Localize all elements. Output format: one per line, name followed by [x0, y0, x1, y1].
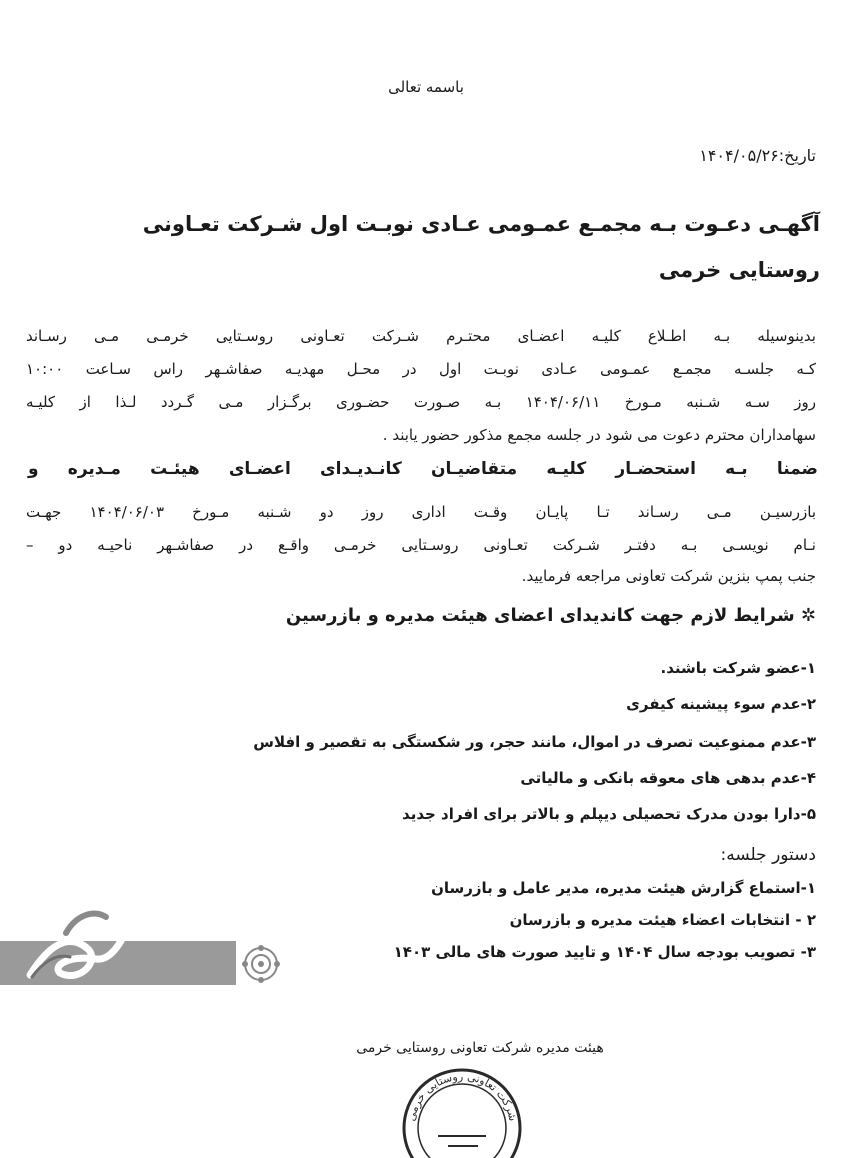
- logo-tagline: اخبار و رویدادهای: [140, 905, 263, 921]
- document-heading: باسمه تعالی: [388, 78, 464, 96]
- candidacy-line-1: ضمنا بـه استحضـار کلیـه متقاضیـان کانـدیـدای اعضـای هیئـت مـدیره و: [28, 459, 818, 479]
- condition-item-1: ۱-عضو شرکت باشند.: [660, 659, 816, 677]
- announcement-title-line-1: آگهـی دعـوت بـه مجمـع عمـومی عـادی نوبـت اول شـرکت تعـاونی: [142, 212, 820, 236]
- invitation-line-1: بدینوسیله بـه اطـلاع کلیـه اعضـای محتـرم شـرکت تعـاونی روسـتایی خرمـی مـی رسـاند: [26, 327, 816, 345]
- invitation-line-3: روز سـه شـنبه مـورخ ۱۴۰۴/۰۶/۱۱ بـه صـورت حضـوری برگـزار مـی گـردد لـذا از کلیـه: [26, 393, 816, 411]
- svg-text:شرکت تعاونی روستایی خرمی: [404, 1070, 519, 1122]
- news-watermark-logo: [0, 903, 285, 991]
- logo-name: KHORAMBID: [92, 925, 189, 941]
- logo-script-icon: [10, 903, 140, 991]
- document-date: تاریخ:۱۴۰۴/۰۵/۲۶: [699, 146, 816, 165]
- candidacy-line-3: نـام نویسـی بـه دفتـر شـرکت تعـاونی روسـتایی خرمـی واقـع در صفاشـهر ناحیـه دو –: [26, 536, 816, 554]
- ornament-icon: [240, 943, 282, 985]
- candidacy-line-4: جنب پمپ بنزین شرکت تعاونی مراجعه فرمایید.: [521, 567, 816, 585]
- agenda-item-3: ۳- تصویب بودجه سال ۱۴۰۴ و تایید صورت های مالی ۱۴۰۳: [393, 943, 816, 961]
- invitation-line-4: سهامداران محترم دعوت می شود در جلسه مجمع مذکور حضور یابند .: [382, 426, 816, 444]
- agenda-title: دستور جلسه:: [720, 845, 816, 865]
- stamp-text: شرکت تعاونی روستایی خرمی: [404, 1069, 520, 1123]
- invitation-line-2: کـه جلسـه مجمـع عمـومی عـادی نوبـت اول در محـل مهدیـه صفاشـهر راس سـاعت ۱۰:۰۰: [26, 360, 816, 378]
- candidacy-line-2: بازرسیـن مـی رسـاند تـا پایـان وقـت اداری روز دو شـنبه مـورخ ۱۴۰۴/۰۶/۰۳ جهـت: [26, 503, 816, 521]
- cooperative-stamp-icon: [398, 1058, 526, 1158]
- condition-item-5: ۵-دارا بودن مدرک تحصیلی دیپلم و بالاتر برای افراد جدید: [402, 805, 816, 823]
- agenda-item-1: ۱-استماع گزارش هیئت مدیره، مدیر عامل و بازرسان: [431, 879, 816, 897]
- conditions-title: ✲ شرایط لازم جهت کاندیدای اعضای هیئت مدیره و بازرسین: [285, 605, 816, 626]
- condition-item-2: ۲-عدم سوء پیشینه کیفری: [626, 695, 816, 713]
- agenda-item-2: ۲ - انتخابات اعضاء هیئت مدیره و بازرسان: [509, 911, 816, 929]
- condition-item-3: ۳-عدم ممنوعیت تصرف در اموال، مانند حجر، ور شکستگی به تقصیر و افلاس: [253, 733, 816, 751]
- announcement-title-line-2: روستایی خرمی: [658, 258, 820, 282]
- signature-line: هیئت مدیره شرکت تعاونی روستایی خرمی: [356, 1040, 604, 1056]
- condition-item-4: ۴-عدم بدهی های معوقه بانکی و مالیاتی: [520, 769, 816, 787]
